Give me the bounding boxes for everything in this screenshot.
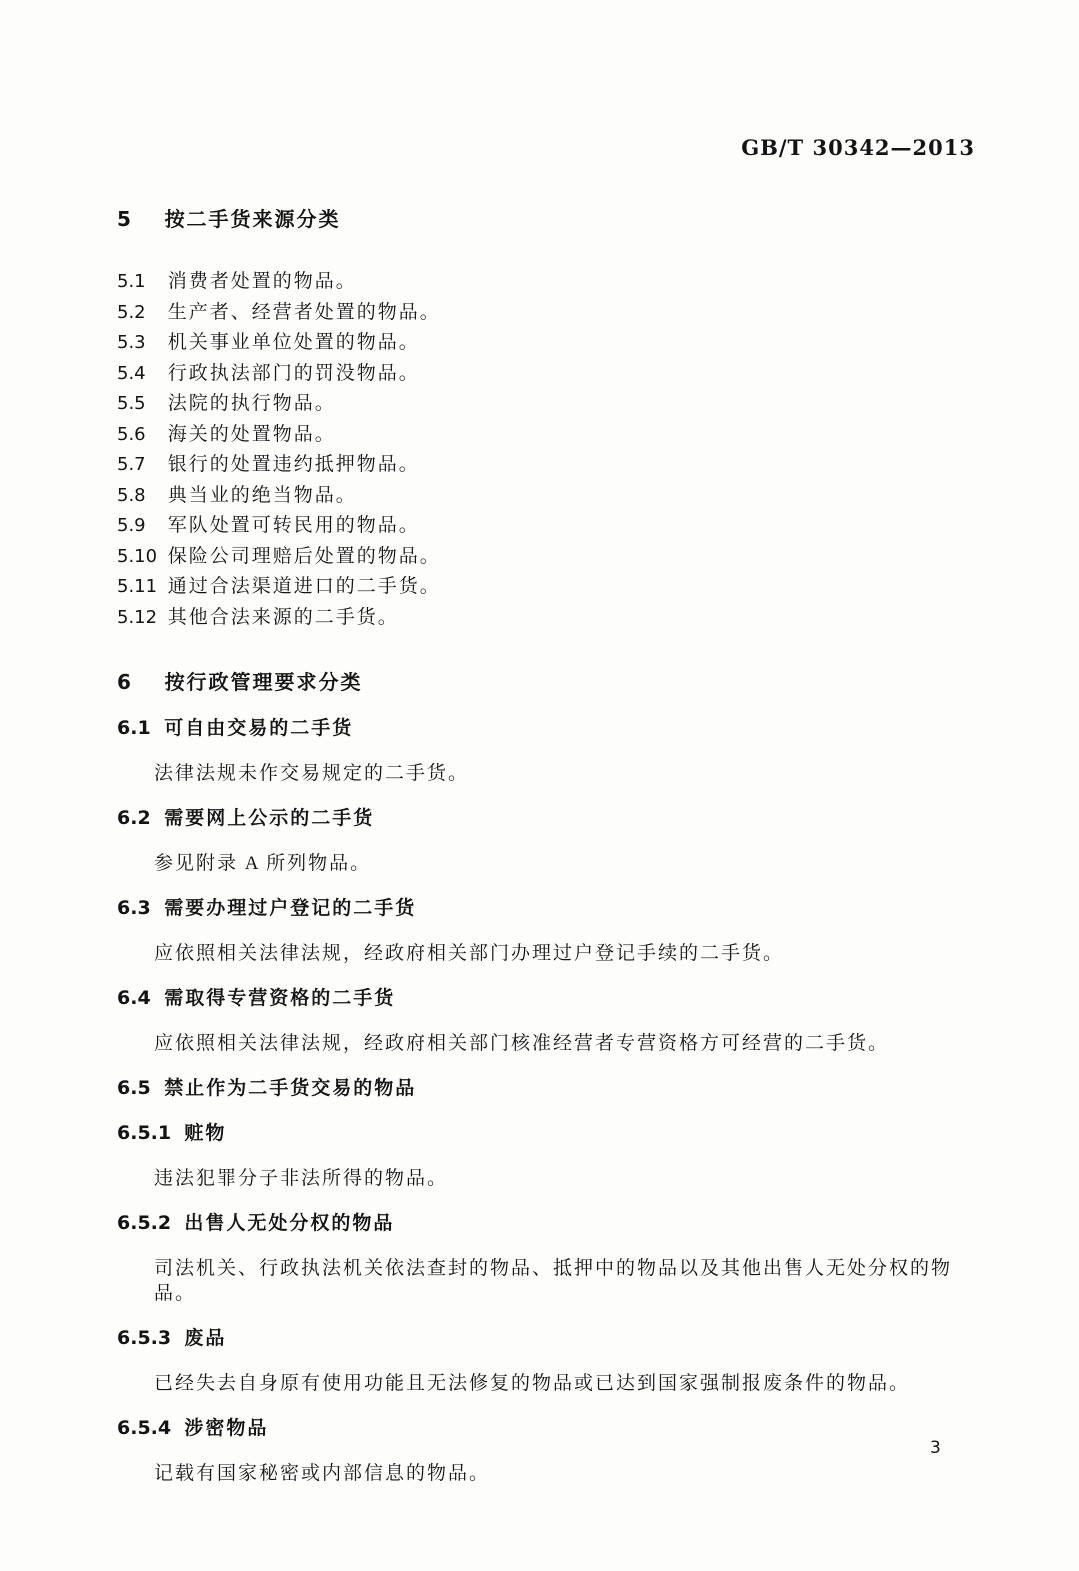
- clause-title: 需取得专营资格的二手货: [164, 988, 396, 1009]
- list-item: [117, 298, 979, 329]
- clause-number: 5.1: [117, 271, 146, 292]
- clause-text: 行政执法部门的罚没物品。: [167, 362, 420, 384]
- clause-6-5-2-heading: [117, 1211, 979, 1236]
- clause-number: 5.4: [117, 362, 146, 384]
- list-item: [117, 389, 979, 420]
- section-6-title: 按行政管理要求分类: [164, 672, 363, 694]
- list-item: [117, 481, 979, 512]
- list-item: [117, 328, 979, 359]
- clause-number: 5.5: [117, 393, 146, 414]
- clause-title: 赃物: [184, 1123, 227, 1144]
- clause-6-4-paragraph: 应依照相关法律法规，经政府相关部门核准经营者专营资格方可经营的二手货。: [154, 1033, 890, 1054]
- clause-title: 涉密物品: [184, 1418, 269, 1439]
- list-item: [117, 359, 979, 390]
- clause-title: 可自由交易的二手货: [164, 718, 354, 739]
- clause-number: 5.8: [117, 484, 146, 506]
- section-5-heading: [117, 206, 979, 233]
- clause-number: 6.5.1: [117, 1122, 172, 1144]
- source-classification-list: [117, 267, 979, 633]
- list-item: [117, 542, 979, 573]
- clause-text: 军队处置可转民用的物品。: [167, 515, 420, 536]
- clause-number: 5.10: [117, 545, 158, 567]
- clause-text: 其他合法来源的二手货。: [167, 606, 399, 628]
- document-content: [117, 206, 979, 1486]
- clause-6-5-4-paragraph: 记载有国家秘密或内部信息的物品。: [154, 1463, 491, 1484]
- clause-number: 5.11: [117, 576, 158, 597]
- clause-text: 消费者处置的物品。: [167, 271, 357, 292]
- clause-6-5-2-paragraph: 司法机关、行政执法机关依法查封的物品、抵押中的物品以及其他出售人无处分权的物品。: [154, 1258, 953, 1304]
- clause-text: 保险公司理赔后处置的物品。: [167, 545, 441, 567]
- clause-6-5-3-paragraph: 已经失去自身原有使用功能且无法修复的物品或已达到国家强制报废条件的物品。: [154, 1373, 911, 1394]
- standard-code-header: [741, 135, 975, 160]
- clause-text: 银行的处置违约抵押物品。: [167, 454, 420, 475]
- section-5-number: 5: [117, 207, 131, 231]
- list-item: [117, 572, 979, 603]
- clause-title: 需要网上公示的二手货: [164, 808, 375, 829]
- list-item: [117, 420, 979, 451]
- clause-6-5-4-heading: [117, 1416, 979, 1441]
- clause-number: 6.3: [117, 897, 151, 919]
- clause-number: 6.5.2: [117, 1212, 172, 1234]
- section-6-number: 6: [117, 670, 131, 694]
- clause-6-5-1-heading: [117, 1121, 979, 1146]
- clause-number: 5.3: [117, 332, 146, 353]
- section-5-title: 按二手货来源分类: [164, 209, 341, 231]
- clause-6-5-3-heading: [117, 1326, 979, 1351]
- clause-title: 需要办理过户登记的二手货: [164, 898, 417, 919]
- clause-number: 5.9: [117, 515, 146, 536]
- clause-number: 6.4: [117, 987, 151, 1009]
- clause-number: 6.2: [117, 807, 151, 829]
- clause-6-5-1-paragraph: 违法犯罪分子非法所得的物品。: [154, 1168, 449, 1189]
- list-item: [117, 267, 979, 298]
- clause-number: 6.1: [117, 717, 151, 739]
- standard-code: GB/T 30342—2013: [741, 135, 975, 160]
- clause-number: 5.2: [117, 301, 146, 323]
- clause-6-3-heading: [117, 896, 979, 921]
- clause-6-2-heading: [117, 806, 979, 831]
- clause-title: 禁止作为二手货交易的物品: [164, 1078, 417, 1099]
- clause-title: 出售人无处分权的物品: [184, 1213, 395, 1234]
- clause-6-2-paragraph: 参见附录 A 所列物品。: [154, 853, 372, 874]
- clause-6-5-heading: [117, 1076, 979, 1101]
- clause-number: 6.5.3: [117, 1327, 172, 1349]
- clause-title: 废品: [184, 1328, 227, 1349]
- section-6-heading: [117, 669, 979, 696]
- list-item: [117, 450, 979, 481]
- page-number: 3: [930, 1438, 941, 1458]
- list-item: [117, 511, 979, 542]
- clause-number: 5.6: [117, 423, 146, 445]
- clause-6-3-paragraph: 应依照相关法律法规，经政府相关部门办理过户登记手续的二手货。: [154, 943, 785, 964]
- clause-number: 5.12: [117, 606, 158, 628]
- clause-text: 通过合法渠道进口的二手货。: [167, 576, 441, 597]
- clause-text: 机关事业单位处置的物品。: [167, 332, 420, 353]
- clause-6-1-heading: [117, 716, 979, 741]
- list-item: [117, 603, 979, 634]
- clause-number: 5.7: [117, 454, 146, 475]
- clause-text: 生产者、经营者处置的物品。: [167, 301, 441, 323]
- clause-number: 6.5.4: [117, 1417, 172, 1439]
- clause-text: 海关的处置物品。: [167, 423, 336, 445]
- clause-text: 法院的执行物品。: [167, 393, 336, 414]
- clause-text: 典当业的绝当物品。: [167, 484, 357, 506]
- clause-6-1-paragraph: 法律法规未作交易规定的二手货。: [154, 763, 470, 784]
- clause-6-4-heading: [117, 986, 979, 1011]
- clause-number: 6.5: [117, 1077, 151, 1099]
